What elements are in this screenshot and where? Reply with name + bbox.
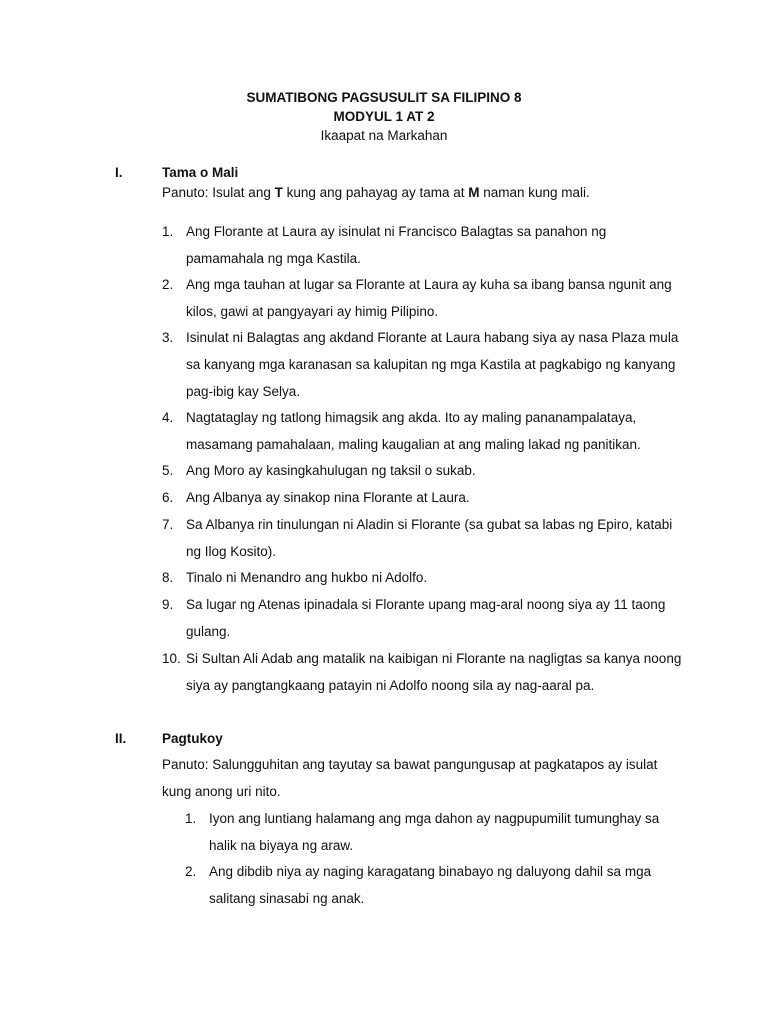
document-page: SUMATIBONG PAGSUSULIT SA FILIPINO 8 MODYUL 1 AT 2 Ikaapat na Markahan I. Tama o Mali Panuto: Isulat ang T kung ang pahayag ay tama at M naman kung mali. 1. Ang Florante at Laura ay isinulat ni Francisco Balagtas sa panahon ng pamamahala ng mga Kastila. 2. Ang mga tauhan at lugar sa Florante at Laura ay kuha sa ibang bansa ngunit ang kilos, gawi at pangyayari ay himig Pilipino. 3. Isinulat ni Balagtas ang akdand Florante at Laura habang siya ay nasa Plaza mula sa kanyang mga karanasan sa kalupitan ng mga Kastila at pagkabigo ng kanyang pag-ibig kay Selya. 4. Nagtataglay ng tatlong himagsik ang akda. Ito ay maling pananampalataya, masamang pamahalaan, maling kaugalian at ang maling lakad ng panitikan. 5. Ang Moro ay kasingkahulugan ng taksil o sukab. 6. Ang Albanya ay sinakop nina Florante at Laura. 7. Sa Albanya rin tinulungan ni Aladin si Florante (sa gubat sa labas ng Epiro, katabi ng Ilog Kosito). 8. Tinalo ni Menandro ang hukbo ni Adolfo. 9. Sa lugar ng Atenas ipinadala si Florante upang mag-aral noong siya ay 11 taong gulang. 10. Si Sultan Ali Adab ang matalik na kaibigan ni Florante na nagligtas sa kanya noong siya ay pangtangkaang patayin ni Adolfo noong sila ay nag-aaral pa. II. Pagtukoy Panuto: Salungguhitan ang tayutay sa bawat pangungusap at pagkatapos ay isulat kung anong uri nito. 1. Iyon ang luntiang halamang ang mga dahon ay nagpupumilit tumunghay sa halik na biyaya ng araw. 2. Ang dibdib niya ay naging karagatang binabayo ng daluyong dahil sa mga salitang sinasabi ng anak. (0, 0, 768, 1024)
section-1-title: Tama o Mali (162, 165, 239, 180)
section-2-numeral: II. (115, 731, 127, 746)
section-1-instruction: Panuto: Isulat ang T kung ang pahayag ay tama at M naman kung mali. (162, 185, 590, 200)
quarter-label: Ikaapat na Markahan (320, 128, 448, 143)
document-title: SUMATIBONG PAGSUSULIT SA FILIPINO 8 (246, 90, 522, 105)
module-label: MODYUL 1 AT 2 (333, 109, 435, 124)
section-2-title: Pagtukoy (162, 731, 223, 746)
section-1-numeral: I. (115, 165, 123, 180)
section-2-instruction: Panuto: Salungguhitan ang tayutay sa bawat pangungusap at pagkatapos ay isulat kung anong uri nito. (162, 757, 658, 799)
